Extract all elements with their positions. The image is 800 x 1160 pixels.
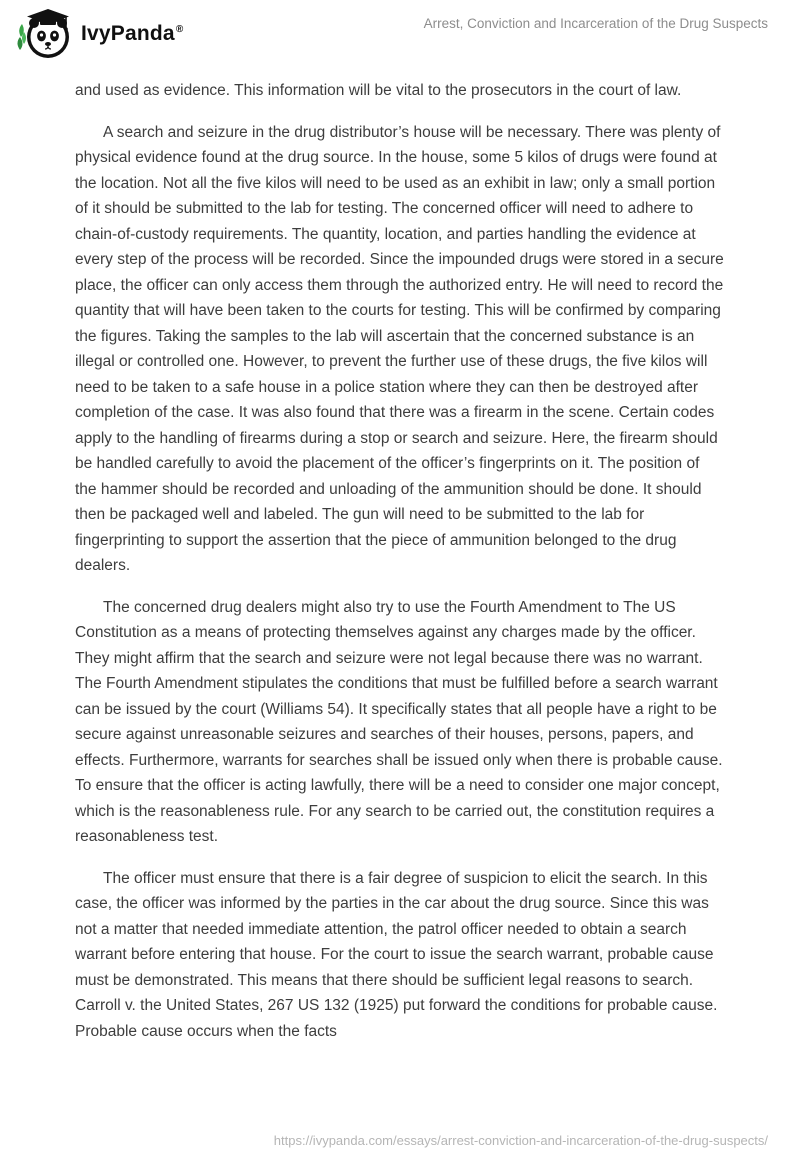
essay-paragraph: and used as evidence. This information will be vital to the prosecutors in the court of law. bbox=[75, 82, 682, 99]
ivypanda-logo[interactable] bbox=[14, 8, 183, 60]
source-url: https://ivypanda.com/essays/arrest-conviction-and-incarceration-of-the-drug-suspects/ bbox=[273, 1133, 768, 1148]
essay-content bbox=[0, 66, 800, 1044]
essay-paragraph: The officer must ensure that there is a fair degree of suspicion to elicit the search. In this case, the officer was informed by the parties in the car about the drug source. Since this was not a matter that needed immediate attention, the patrol officer needed to obtain a search warrant before entering that house. For the court to issue the search warrant, probable cause must be demonstrated. This means that there should be sufficient legal reasons to search. Carroll v. the United States, 267 US 132 (1925) put forward the conditions for probable cause. Probable cause occurs when the facts bbox=[75, 869, 718, 1040]
essay-paragraph: A search and seizure in the drug distributor’s house will be necessary. There was plenty of physical evidence found at the drug source. In the house, some 5 kilos of drugs were found at the location. Not all the five kilos will need to be used as an exhibit in law; only a small portion of it should be submitted to the lab for testing. The concerned officer will need to adhere to chain-of-custody requirements. The quantity, location, and parties handling the evidence at every step of the process will be recorded. Since the impounded drugs were stored in a secure place, the officer can only access them through the authorized entry. He will need to record the quantity that will have been taken to the courts for testing. This will be confirmed by comparing the figures. Taking the samples to the lab will ascertain that the concerned substance is an illegal or controlled one. However, to prevent the further use of these drugs, the five kilos will need to be taken to a safe house in a police station where they can then be destroyed after completion of the case. It was also found that there was a firearm in the scene. Certain codes apply to the handling of firearms during a stop or search and seizure. Here, the firearm should be handled carefully to avoid the placement of the officer’s fingerprints on it. The position of the hammer should be recorded and unloading of the ammunition should be done. It should then be packaged well and labeled. The gun will need to be submitted to the lab for fingerprinting to support the assertion that the piece of ammunition belonged to the drug dealers. bbox=[75, 123, 724, 574]
panda-graduation-logo-icon bbox=[14, 8, 72, 60]
page-header bbox=[0, 0, 800, 66]
brand-name: IvyPanda® bbox=[81, 22, 184, 45]
registered-trademark: ® bbox=[175, 24, 184, 35]
essay-paragraph: The concerned drug dealers might also try to use the Fourth Amendment to The US Constitution as a means of protecting themselves against any charges made by the officer. They might affirm that the search and seizure were not legal because there was no warrant. The Fourth Amendment stipulates the conditions that must be fulfilled before a search warrant can be issued by the court (Williams 54). It specifically states that all people have a right to be secure against unreasonable seizures and searches of their houses, persons, papers, and effects. Furthermore, warrants for searches shall be issued only when there is probable cause. To ensure that the officer is acting lawfully, there will be a need to consider one major concept, which is the reasonableness rule. For any search to be carried out, the constitution requires a reasonableness test. bbox=[75, 598, 723, 845]
page-title: Arrest, Conviction and Incarceration of the Drug Suspects bbox=[423, 16, 768, 31]
